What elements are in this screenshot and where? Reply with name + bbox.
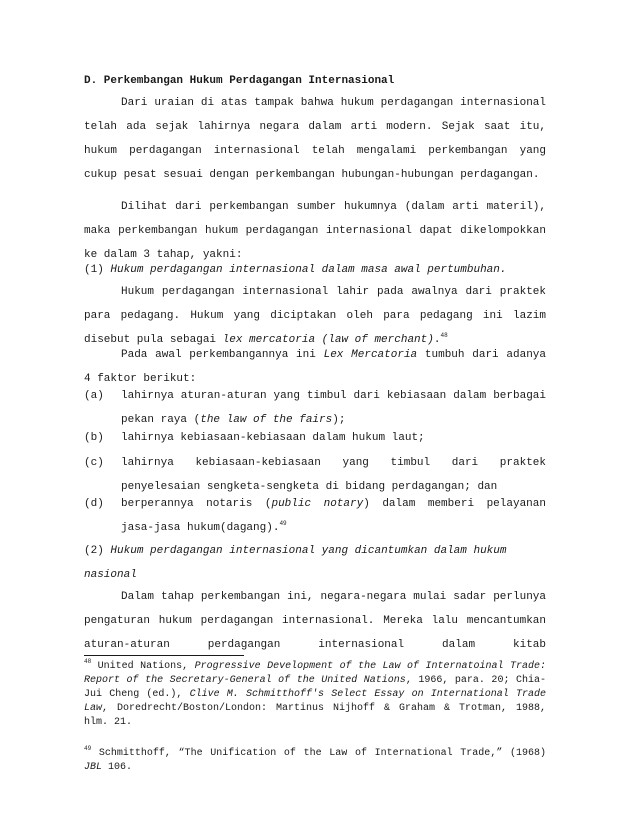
paragraph-national-law: Dalam tahap perkembangan ini, negara-negara mulai sadar perlunya pengaturan hukum perdagangan internasional. Mereka lalu mencantumkan aturan-aturan perdagangan internasional dalam kitab <box>84 591 546 651</box>
stage-2-title: Hukum perdagangan internasional yang dicantumkan dalam hukum nasional <box>84 545 507 581</box>
footnote-48: $^{48}$ United Nations, Progressive Development of the Law of Internatoinal Trade: Report of the Secretary-General of the United Nations, 1966, para. 20; Chia-Jui Cheng (ed.), Clive M. Schmitthoff's Select Essay on International Trade Law, Doredrecht/Boston/London: Martinus Nijhoff & Graham & Trotman, 1988, hlm. 21. <box>84 658 546 728</box>
list-item-factor-b: (b) lahirnya kebiasaan-kebiasaan dalam hukum laut; <box>84 432 425 444</box>
footnote-divider <box>84 655 244 656</box>
footnote-49: $^{49}$ Schmitthoff, “The Unification of the Law of International Trade,” (1968) JBL 106. <box>84 745 546 773</box>
list-item-factor-d: (d) berperannya notaris (public notary) dalam memberi pelayanan jasa-jasa hukum(dagang).$^{49}$ <box>84 498 546 534</box>
paragraph-lex-mercatoria: Hukum perdagangan internasional lahir pada awalnya dari praktek para pedagang. Hukum yang diciptakan oleh para pedagang ini lazim disebut pula sebagai lex mercatoria (law of merchant).$^{48}$ <box>84 286 546 346</box>
stage-2-heading <box>84 539 546 587</box>
stage-1-heading <box>84 258 546 282</box>
stage-1-number: (1) <box>84 264 104 276</box>
footnote-49-number: 49 <box>84 745 92 752</box>
paragraph-factors-intro: Pada awal perkembangannya ini Lex Mercatoria tumbuh dari adanya 4 faktor berikut: <box>84 349 546 385</box>
list-item-factor-c: (c) lahirnya kebiasaan-kebiasaan yang timbul dari praktek penyelesaian sengketa-sengketa di bidang perdagangan; dan <box>84 457 546 493</box>
stage-1-title: Hukum perdagangan internasional dalam masa awal pertumbuhan. <box>110 264 507 276</box>
section-heading: D. Perkembangan Hukum Perdagangan Internasional <box>84 75 395 87</box>
footnote-ref-49[interactable]: 49 <box>279 520 287 527</box>
paragraph-sources: Dilihat dari perkembangan sumber hukumnya (dalam arti materil), maka perkembangan hukum perdagangan internasional dapat dikelompokkan ke dalam 3 tahap, yakni: <box>84 201 546 261</box>
stage-2-number: (2) <box>84 545 104 557</box>
footnote-ref-48[interactable]: 48 <box>440 332 448 339</box>
list-item-factor-a: (a) lahirnya aturan-aturan yang timbul dari kebiasaan dalam berbagai pekan raya (the law of the fairs); <box>84 390 546 426</box>
footnote-48-number: 48 <box>84 658 92 665</box>
paragraph-intro: Dari uraian di atas tampak bahwa hukum perdagangan internasional telah ada sejak lahirnya negara dalam arti modern. Sejak saat itu, hukum perdagangan internasional telah mengalami perkembangan yang cukup pesat sesuai dengan perkembangan hubungan-hubungan perdagangan. <box>84 97 546 181</box>
